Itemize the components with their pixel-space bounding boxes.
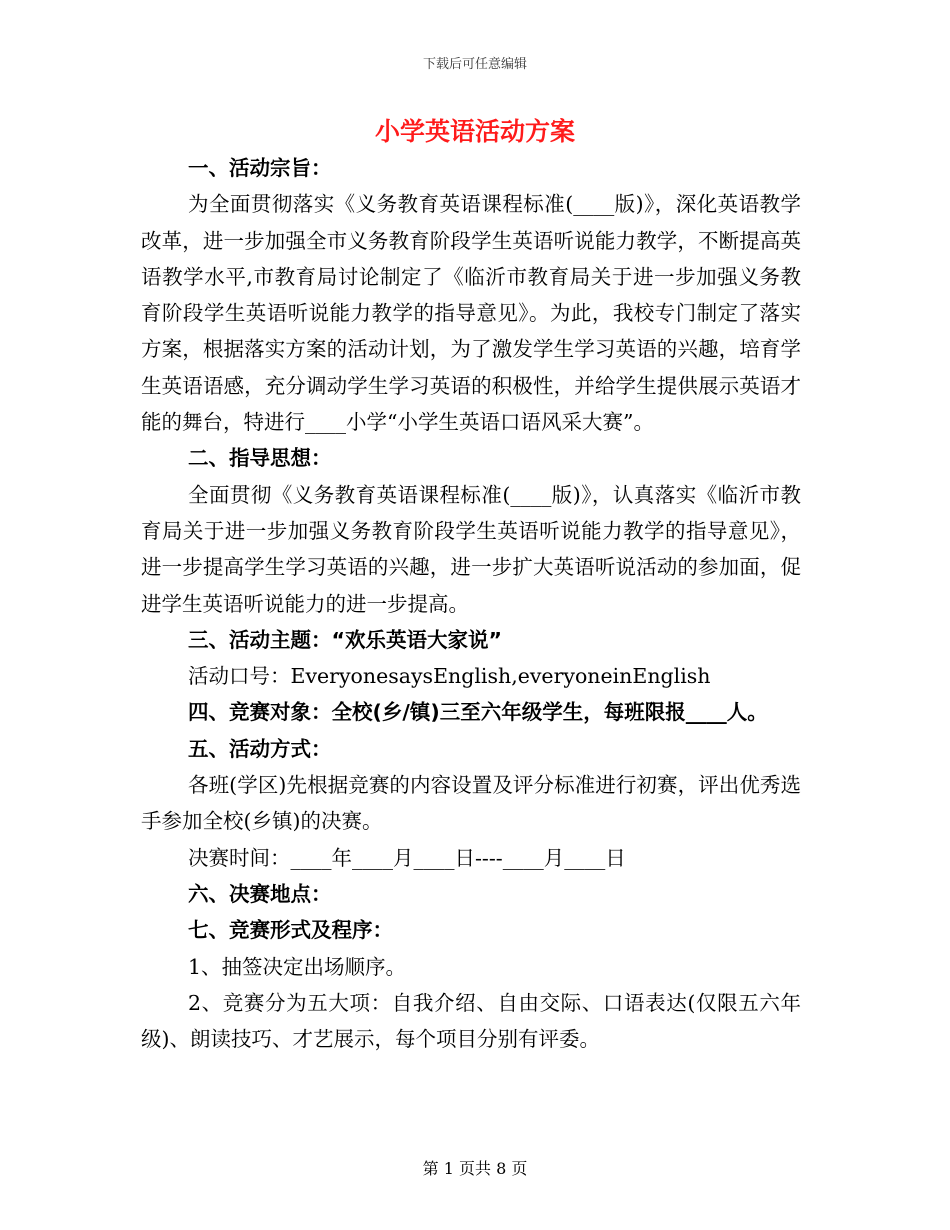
section-heading-method: 五、活动方式： (188, 736, 332, 761)
section-text-slogan: 活动口号：EveryonesaysEnglish,everyoneinEnglish (188, 664, 711, 689)
section-heading-purpose: 一、活动宗旨： (188, 156, 332, 180)
section-heading-participants: 四、竞赛对象：全校(乡/镇)三至六年级学生，每班限报____人。 (188, 700, 768, 725)
page-number: 第 1 页共 8 页 (422, 1159, 528, 1178)
header-note: 下载后可任意编辑 (422, 57, 527, 72)
document-title: 小学英语活动方案 (374, 117, 575, 146)
section-text-purpose: 为全面贯彻落实《义务教育英语课程标准(____版)》，深化英语教学改革，进一步加强全市义务教育阶段学生英语听说能力教学，不断提高英语教学水平,市教育局讨论制定了《临沂市教育局关于进一步加强义务教育阶段学生英语听说能力教学的指导意见》。为此，我校专门制定了落实方案，根据落实方案的活动计划，为了激发学生学习英语的兴趣，培育学生英语语感，充分调动学生学习英语的积极性，并给学生提供展示英语才能的舞台，特进行____小学“小学生英语口语风采大赛”。 (141, 192, 801, 435)
section-heading-venue: 六、决赛地点： (188, 881, 332, 906)
section-text-final-time: 决赛时间：____年____月____日----____月____日 (188, 845, 626, 870)
document-body (141, 150, 801, 1057)
section-heading-format: 七、竞赛形式及程序： (188, 918, 393, 943)
section-text-method: 各班(学区)先根据竞赛的内容设置及评分标准进行初赛，评出优秀选手参加全校(乡镇)的决赛。 (141, 773, 801, 834)
list-item-draw-order: 1、抽签决定出场顺序。 (188, 954, 407, 979)
section-heading-guiding-idea: 二、指导思想： (188, 446, 332, 471)
section-heading-theme: 三、活动主题：“欢乐英语大家说” (188, 627, 502, 652)
section-text-guiding-idea: 全面贯彻《义务教育英语课程标准(____版)》，认真落实《临沂市教育局关于进一步加强义务教育阶段学生英语听说能力教学的指导意见》，进一步提高学生学习英语的兴趣，进一步扩大英语听说活动的参加面，促进学生英语听说能力的进一步提高。 (141, 482, 801, 616)
list-item-five-events: 2、竞赛分为五大项：自我介绍、自由交际、口语表达(仅限五六年级)、朗读技巧、才艺展示，每个项目分别有评委。 (141, 990, 801, 1052)
